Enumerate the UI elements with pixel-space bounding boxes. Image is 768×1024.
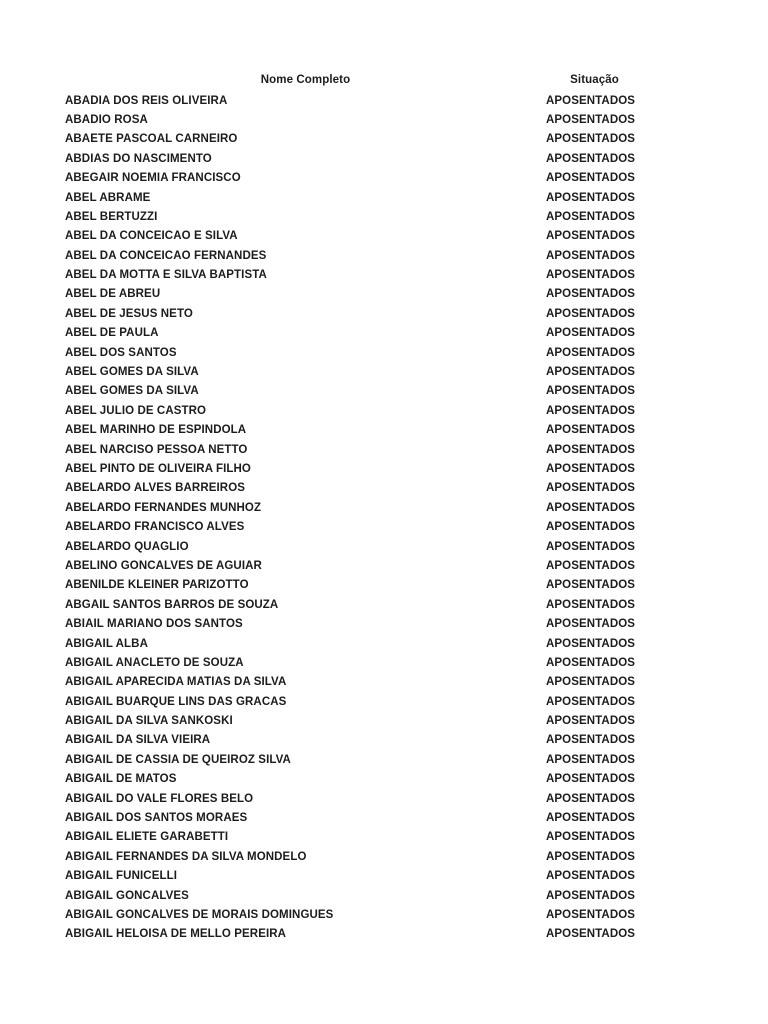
table-row xyxy=(65,925,645,944)
table-row xyxy=(65,421,645,440)
table-row xyxy=(65,324,645,343)
employee-name: ABEL DE ABREU xyxy=(65,288,161,301)
employee-name: ABELARDO FERNANDES MUNHOZ xyxy=(65,501,262,514)
table-row xyxy=(65,207,645,226)
employee-status: APOSENTADOS xyxy=(546,637,636,650)
table-row xyxy=(65,188,645,207)
employee-status-table xyxy=(65,70,645,944)
table-row xyxy=(65,517,645,536)
employee-name: ABIGAIL FERNANDES DA SILVA MONDELO xyxy=(65,850,307,863)
employee-name: ABELINO GONCALVES DE AGUIAR xyxy=(65,559,262,572)
table-row xyxy=(65,886,645,905)
employee-name: ABELARDO QUAGLIO xyxy=(65,540,189,553)
employee-status: APOSENTADOS xyxy=(546,230,636,243)
employee-name: ABAETE PASCOAL CARNEIRO xyxy=(65,133,238,146)
employee-status: APOSENTADOS xyxy=(546,889,636,902)
employee-name: ABEGAIR NOEMIA FRANCISCO xyxy=(65,172,241,185)
table-row xyxy=(65,343,645,362)
employee-status: APOSENTADOS xyxy=(546,850,636,863)
table-row xyxy=(65,711,645,730)
table-row xyxy=(65,227,645,246)
table-row xyxy=(65,362,645,381)
employee-name: ABIGAIL DE MATOS xyxy=(65,773,177,786)
table-row xyxy=(65,653,645,672)
table-row xyxy=(65,905,645,924)
employee-name: ABIGAIL GONCALVES DE MORAIS DOMINGUES xyxy=(65,908,334,921)
employee-status: APOSENTADOS xyxy=(546,928,636,941)
table-row xyxy=(65,265,645,284)
table-row xyxy=(65,789,645,808)
employee-name: ABELARDO FRANCISCO ALVES xyxy=(65,521,245,534)
table-row xyxy=(65,130,645,149)
employee-name: ABGAIL SANTOS BARROS DE SOUZA xyxy=(65,598,279,611)
employee-name: ABEL DA CONCEICAO E SILVA xyxy=(65,230,238,243)
employee-name: ABIGAIL DA SILVA VIEIRA xyxy=(65,734,211,747)
table-row xyxy=(65,634,645,653)
employee-status: APOSENTADOS xyxy=(546,210,636,223)
employee-status: APOSENTADOS xyxy=(546,695,636,708)
employee-name: ABEL PINTO DE OLIVEIRA FILHO xyxy=(65,463,251,475)
table-row xyxy=(65,91,645,110)
table-row xyxy=(65,847,645,866)
employee-name: ABIGAIL ALBA xyxy=(65,637,148,650)
employee-name: ABIGAIL ANACLETO DE SOUZA xyxy=(65,656,244,669)
employee-status: APOSENTADOS xyxy=(546,385,636,398)
employee-status: APOSENTADOS xyxy=(546,908,636,921)
employee-name: ABEL GOMES DA SILVA xyxy=(65,366,199,379)
employee-status: APOSENTADOS xyxy=(546,676,636,689)
table-row xyxy=(65,459,645,478)
employee-name: ABIGAIL APARECIDA MATIAS DA SILVA xyxy=(65,676,287,689)
employee-name: ABEL MARINHO DE ESPINDOLA xyxy=(65,424,247,437)
employee-name: ABEL DOS SANTOS xyxy=(65,346,177,359)
employee-status: APOSENTADOS xyxy=(546,424,636,437)
table-row xyxy=(65,692,645,711)
employee-name: ABIGAIL DA SILVA SANKOSKI xyxy=(65,715,233,728)
employee-status: APOSENTADOS xyxy=(546,753,636,766)
employee-status: APOSENTADOS xyxy=(546,831,636,844)
employee-name: ABIGAIL DE CASSIA DE QUEIROZ SILVA xyxy=(65,753,291,766)
employee-name: ABIGAIL FUNICELLI xyxy=(65,870,178,883)
employee-status: APOSENTADOS xyxy=(546,482,636,495)
employee-name: ABEL JULIO DE CASTRO xyxy=(65,404,207,417)
employee-name: ABIGAIL GONCALVES xyxy=(65,889,189,902)
table-row xyxy=(65,750,645,769)
employee-status: APOSENTADOS xyxy=(546,812,636,825)
employee-name: ABIGAIL DO VALE FLORES BELO xyxy=(65,792,254,805)
employee-status: APOSENTADOS xyxy=(546,288,636,301)
column-header-situacao: Situação xyxy=(570,73,619,86)
employee-name: ABDIAS DO NASCIMENTO xyxy=(65,152,212,165)
employee-status: APOSENTADOS xyxy=(546,463,636,475)
employee-status: APOSENTADOS xyxy=(546,269,636,282)
employee-status: APOSENTADOS xyxy=(546,152,636,165)
employee-name: ABIGAIL HELOISA DE MELLO PEREIRA xyxy=(65,928,287,941)
table-row xyxy=(65,614,645,633)
table-row xyxy=(65,556,645,575)
table-row xyxy=(65,828,645,847)
employee-name: ABEL BERTUZZI xyxy=(65,210,158,223)
table-row xyxy=(65,382,645,401)
employee-status: APOSENTADOS xyxy=(546,327,636,340)
table-row xyxy=(65,168,645,187)
employee-name: ABELARDO ALVES BARREIROS xyxy=(65,482,246,495)
employee-name: ABEL ABRAME xyxy=(65,191,151,204)
employee-name: ABADIO ROSA xyxy=(65,113,148,126)
employee-name: ABEL DE JESUS NETO xyxy=(65,307,193,320)
employee-status: APOSENTADOS xyxy=(546,870,636,883)
table-row xyxy=(65,537,645,556)
table-row xyxy=(65,304,645,323)
employee-status: APOSENTADOS xyxy=(546,366,636,379)
employee-name: ABIAIL MARIANO DOS SANTOS xyxy=(65,618,243,631)
table-row xyxy=(65,110,645,129)
employee-status: APOSENTADOS xyxy=(546,521,636,534)
employee-status: APOSENTADOS xyxy=(546,715,636,728)
employee-name: ABIGAIL BUARQUE LINS DAS GRACAS xyxy=(65,695,287,708)
employee-name: ABEL DE PAULA xyxy=(65,327,159,340)
table-row xyxy=(65,673,645,692)
employee-status: APOSENTADOS xyxy=(546,443,636,456)
employee-name: ABIGAIL ELIETE GARABETTI xyxy=(65,831,229,844)
employee-name: ABENILDE KLEINER PARIZOTTO xyxy=(65,579,249,592)
employee-status: APOSENTADOS xyxy=(546,133,636,146)
employee-status: APOSENTADOS xyxy=(546,792,636,805)
employee-status: APOSENTADOS xyxy=(546,559,636,572)
employee-status: APOSENTADOS xyxy=(546,540,636,553)
table-header-row xyxy=(65,70,645,89)
table-row xyxy=(65,246,645,265)
employee-name: ABEL DA MOTTA E SILVA BAPTISTA xyxy=(65,269,267,282)
employee-status: APOSENTADOS xyxy=(546,346,636,359)
employee-status: APOSENTADOS xyxy=(546,734,636,747)
column-header-nome-completo: Nome Completo xyxy=(260,73,351,86)
employee-status: APOSENTADOS xyxy=(546,249,636,262)
employee-status: APOSENTADOS xyxy=(546,618,636,631)
table-row xyxy=(65,867,645,886)
employee-name: ABEL NARCISO PESSOA NETTO xyxy=(65,443,248,456)
employee-status: APOSENTADOS xyxy=(546,598,636,611)
table-row xyxy=(65,401,645,420)
table-row xyxy=(65,731,645,750)
employee-status: APOSENTADOS xyxy=(546,579,636,592)
employee-name: ABADIA DOS REIS OLIVEIRA xyxy=(65,94,228,107)
table-row xyxy=(65,808,645,827)
table-row xyxy=(65,479,645,498)
table-row xyxy=(65,440,645,459)
table-row xyxy=(65,595,645,614)
table-row xyxy=(65,770,645,789)
employee-name: ABEL DA CONCEICAO FERNANDES xyxy=(65,249,267,262)
employee-status: APOSENTADOS xyxy=(546,307,636,320)
employee-status: APOSENTADOS xyxy=(546,501,636,514)
employee-status: APOSENTADOS xyxy=(546,94,636,107)
employee-status: APOSENTADOS xyxy=(546,191,636,204)
employee-status: APOSENTADOS xyxy=(546,773,636,786)
employee-status: APOSENTADOS xyxy=(546,656,636,669)
table-row xyxy=(65,498,645,517)
table-row xyxy=(65,149,645,168)
employee-name: ABEL GOMES DA SILVA xyxy=(65,385,199,398)
employee-status: APOSENTADOS xyxy=(546,113,636,126)
table-row xyxy=(65,576,645,595)
employee-status: APOSENTADOS xyxy=(546,404,636,417)
employee-status: APOSENTADOS xyxy=(546,172,636,185)
employee-name: ABIGAIL DOS SANTOS MORAES xyxy=(65,812,248,825)
table-body xyxy=(65,91,645,944)
table-row xyxy=(65,285,645,304)
